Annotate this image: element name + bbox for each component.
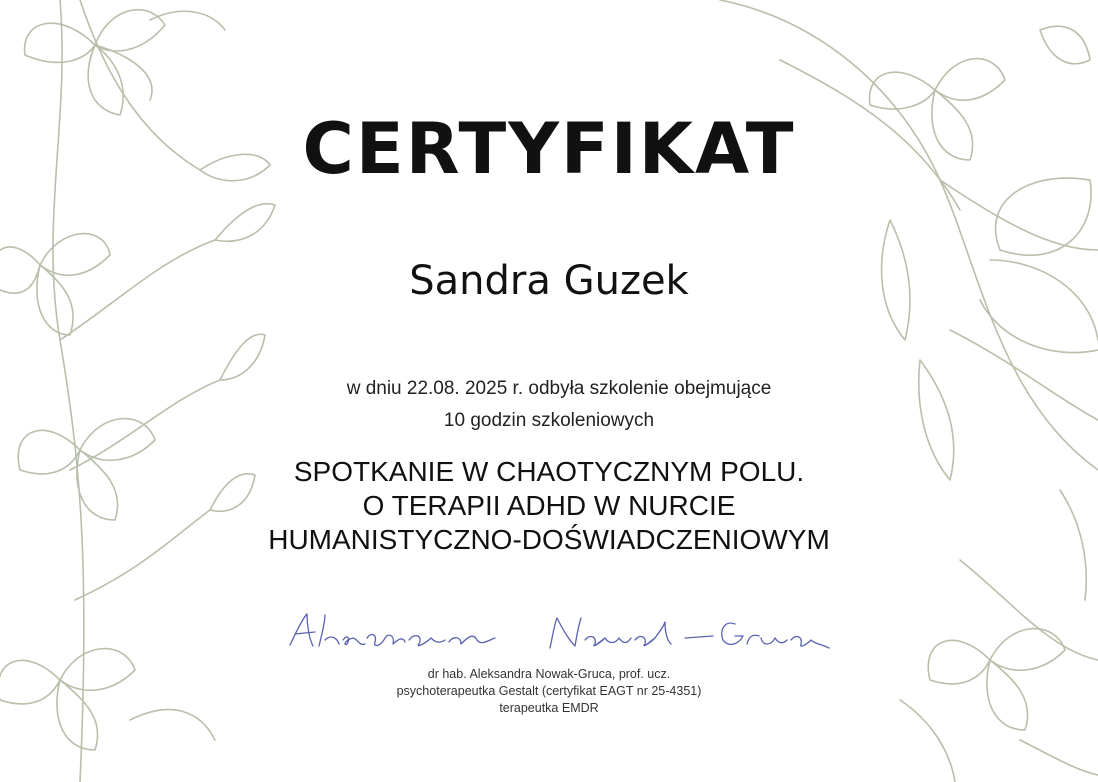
signer-info: [0, 666, 1098, 717]
signer-line: dr hab. Aleksandra Nowak-Gruca, prof. ucz.: [427, 667, 671, 681]
course-title-line: HUMANISTYCZNO-DOŚWIADCZENIOWYM: [268, 524, 830, 555]
signer-line: psychoterapeutka Gestalt (certyfikat EAGT nr 25-4351): [396, 684, 702, 698]
course-title-line: O TERAPII ADHD W NURCIE: [362, 490, 736, 521]
signer-line: terapeutka EMDR: [499, 701, 599, 715]
signature-scribble: [285, 610, 845, 660]
date-line: w dniu 22.08. 2025 r. odbyła szkolenie obejmujące: [346, 378, 772, 399]
course-title: [0, 455, 1098, 557]
recipient-name: Sandra Guzek: [409, 258, 689, 304]
course-title-line: SPOTKANIE W CHAOTYCZNYM POLU.: [293, 456, 805, 487]
hours-line: 10 godzin szkoleniowych: [443, 410, 655, 431]
certificate-title: CERTYFIKAT: [302, 108, 796, 190]
